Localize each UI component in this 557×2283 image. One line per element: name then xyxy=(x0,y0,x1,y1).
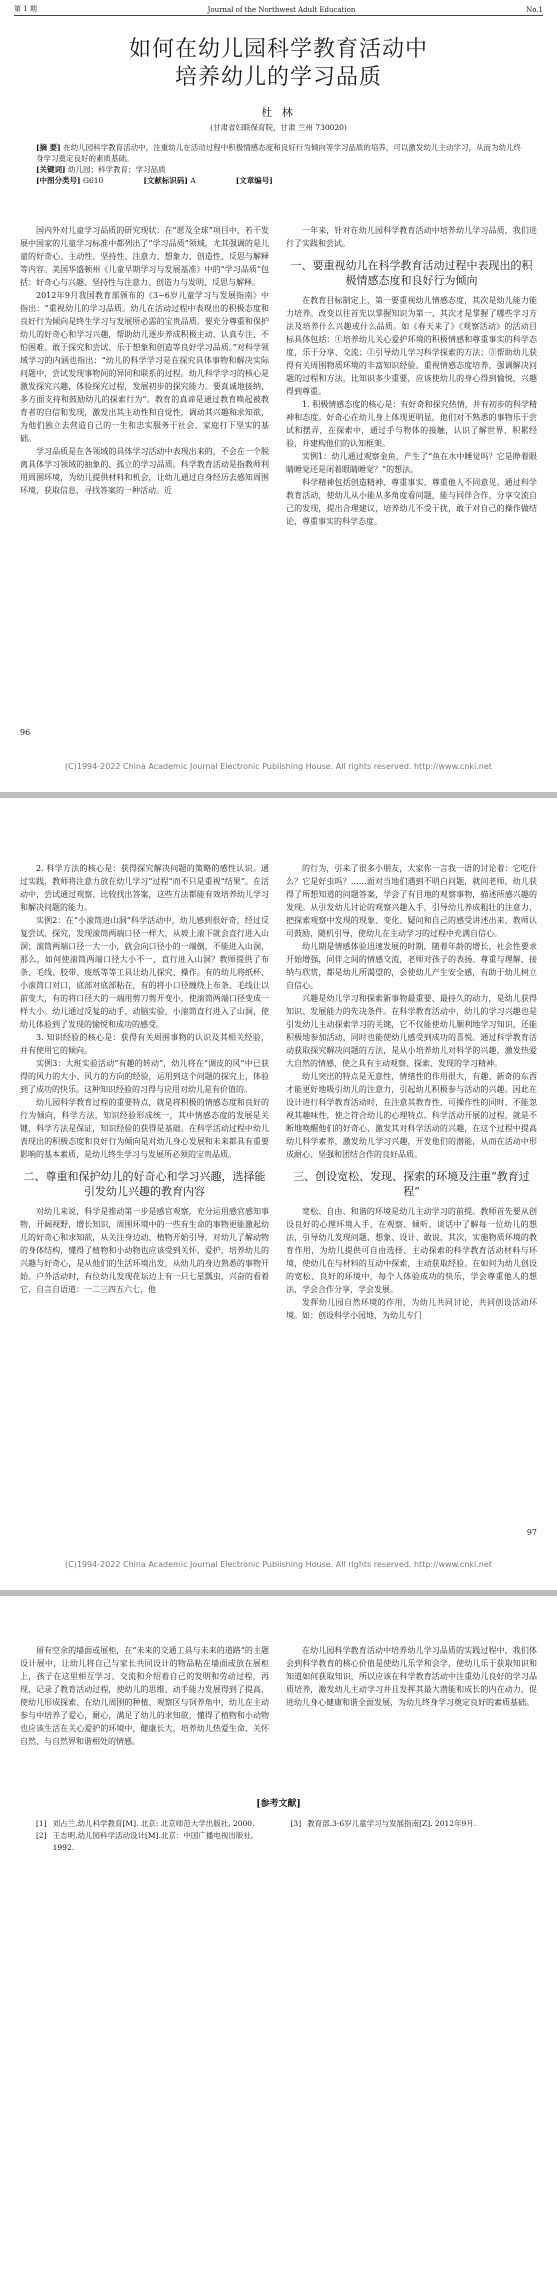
page2-left-column xyxy=(20,862,269,1514)
references-title: [参考文献] xyxy=(256,1799,301,1809)
section-heading-1: 一、要重视幼儿在科学教育活动过程中表现出的积极情感态度和良好行为倾向 xyxy=(290,259,533,287)
clc-number: [中图分类号] G610 xyxy=(36,176,104,185)
author-name: 杜 林 xyxy=(261,106,296,119)
reference-item: [1] 刘占兰.幼儿科学教育[M]. 北京: 北京师范大学出版社, 2000. xyxy=(36,1819,255,1828)
paragraph: 2012年9月我国教育部颁布的《3~6岁儿童学习与发展指南》中指出：“重视幼儿的学习品质。幼儿在活动过程中表现出的积极态度和良好行为倾向是终生学习与发展所必需的宝贵品质。要充分尊重和保护幼儿的好奇心和学习兴趣，帮助幼儿逐步养成积极主动、认真专注、不怕困难、敢于探究和尝试、乐于想象和创造等良好学习品质。”对科学领域学习的内涵也指出：“幼儿的科学学习是在探究具体事物和解决实际问题中，尝试发现事物间的异同和联系的过程。幼儿科学学习的核心是激发探究兴趣，体验探究过程，发展初步的探究能力。要真诚地接纳、多方面支持和鼓励幼儿的探索行为”。教育的真谛是通过教育唤起被教育者的自信和发现，激发出其主动性和自觉性，调动其兴趣和求知欲，为他们独立去营造自己的一生和忠实服务于社会、家庭打下坚实的基础。 xyxy=(20,291,269,443)
journal-name: Journal of the Northwest Adult Education xyxy=(207,6,356,14)
paragraph: 留有空余的墙面或展柜，在“未来的交通工具与未来的道路”的主题设计展中，让幼儿将自己与家长共同设计的物品粘在墙面或放在展柜上，孩子在这里相互学习、交流和介绍着自己的发明和劳动过程，再现、记录了教育活动过程，使幼儿的思维、动手能力发展得到了提高，使幼儿形成探索、在幼儿周围的种植、观察区与饲养角中，幼儿在主动参与中培养了爱心，耐心，满足了幼儿的求知欲，懂得了植物和小动物也应该生活在关心爱护的环境中，健康长大，培养幼儿热爱生命、关怀自然、与自然界和谐相处的情感。 xyxy=(20,1646,269,1746)
abstract-label: [摘 要] xyxy=(36,143,61,152)
page-3 xyxy=(0,1596,557,2283)
paragraph: 学习品质是在各领域的具体学习活动中表现出来的，不会在一个脱离具体学习领域的抽象的、孤立的学习品质。科学教育活动是指教师利用周围环境，为幼儿提供材料和机会，让幼儿通过自身经历去感知周围环境，获取信息，寻找答案的一种活动。近 xyxy=(20,447,269,495)
paragraph: 幼儿园科学教育过程的重要特点，就是将积极的情感态度和良好的行为倾向，科学方法，知识经验形成统一，其中情感态度的发展是关键，科学方法是保证，知识经验的获得是基础。在科学活动过程中幼儿表现出的积极态度和良好行为倾向是对幼儿身心发展和未来都具有重要影响的基本素质，是幼儿终生学习与发展所必须的宝贵品质。 xyxy=(20,1098,269,1159)
doc-code: [文献标识码] A xyxy=(143,176,196,185)
page1-right-column xyxy=(286,224,537,722)
running-head xyxy=(14,2,543,16)
article-title xyxy=(0,36,557,92)
issue-left: 第 1 期 xyxy=(14,5,37,13)
keywords-text: 幼儿园；科学教育；学习品质 xyxy=(68,165,166,174)
abstract xyxy=(36,142,521,164)
page3-left-column xyxy=(20,1644,269,1784)
paragraph: 一年来，针对在幼儿园科学教育活动中培养幼儿学习品质，我们进行了实践和尝试。 xyxy=(286,226,537,248)
page3-right-column xyxy=(286,1644,537,1784)
keywords xyxy=(36,164,521,175)
article-number-label: [文章编号] xyxy=(235,176,273,185)
abstract-block xyxy=(36,142,521,186)
paragraph: 的行为，引来了很多小朋友，大家你一言我一语的讨论着：它吃什么？它是好虫吗？……面对当地们遇到不明白问题，就问老师，幼儿获得了所想知道的问题答案，学会了有目地的观察事物，描述所感兴趣的发现。从引发幼儿讨论的观察兴趣入手，引导幼儿养成粗壮的注意力，把探索观察中发现的现象、变化、疑问和自己的感受讲述出来，教师认可鼓励，随机引导，使幼儿在主动学习的过程中充满自信心。 xyxy=(286,864,537,938)
paragraph: 实例3：大班实验活动“有趣的转动”，幼儿将在“调皮的风”中已获得的风力的大小、风力的方向的经验，运用到这个问题的探究上，体验到了成功的快乐。这种知识经验的习得与应用对幼儿是有价值的。 xyxy=(20,1059,269,1094)
keywords-label: [关键词] xyxy=(36,165,66,174)
classification-row xyxy=(36,175,521,186)
page-number: 97 xyxy=(526,1528,537,1537)
copyright-watermark: (C)1994-2022 China Academic Journal Electronic Publishing House. All rights reserved. http://www.cnki.net xyxy=(65,1560,492,1569)
paragraph: 在幼儿园科学教育活动中培养幼儿学习品质的实践过程中，我们体会到科学教育的核心价值是使幼儿乐学和会学，使幼儿乐于获取知识和知道如何获取知识，所以应该在科学教育活动中注重幼儿良好的学习品质培养，激发幼儿主动学习并且发挥其最大潜能和成长的内在动力，促进幼儿身心健康和谐全面发展，为幼儿终身学习奠定良好的素质基础。 xyxy=(286,1646,537,1707)
author-affiliation: (甘肃省妇联保育院，甘肃 兰州 730020) xyxy=(210,123,347,132)
section-heading-2: 二、尊重和保护幼儿的好奇心和学习兴趣，选择能引发幼儿兴趣的教育内容 xyxy=(23,1170,266,1198)
paragraph: 幼儿期是情感体验迅速发展的时期，随着年龄的增长，社会性要求开始增强，同伴之间的情感交流，老师对孩子的表扬、尊重与理解、接纳与欣赏，都是幼儿所渴望的，会使幼儿产生安全感，有助于幼儿树立自信心。 xyxy=(286,942,537,990)
paragraph: 幼儿突出的特点是无意性，情绪性的作用很大，有趣、新奇的东西才能更好地吸引幼儿的注意力，引起幼儿积极参与活动的兴趣。因此在设计进行科学教育活动时，在注意其教育性、可操作性的同时，不能忽视其趣味性，使之符合幼儿的心理特点。科学活动开展的过程，就是不断地唤醒他们的好奇心，激发其对科学活动的兴趣，在这个过程中提高幼儿科学素养，激发幼儿学习兴趣，开发他们的潜能，从而在活动中形成耐心、坚强和团结合作的良好品质。 xyxy=(286,1072,537,1159)
title-line-2: 培养幼儿的学习品质 xyxy=(174,65,382,90)
page-number: 96 xyxy=(20,728,31,737)
paragraph: 宽松、自由、和谐的环境是幼儿主动学习的前提。教师首先要从创设良好的心理环境入手，在观察、倾听、谈话中了解每一位幼儿的想法，引导幼儿发现问题，想象、设计、敢说，其次，实施物质环境的教育作用，为幼儿提供可自由选择、主动探索的科学教育活动材料与环境，使幼儿在与材料的互动中探索，主动获取经验。在如何为幼儿创设的宽松、良好的环境中，每个人体验成功的快乐，学会尊重他人的想法，学会合作分享，学会发展。 xyxy=(286,1207,537,1294)
references-list xyxy=(36,1818,521,1854)
page1-left-column xyxy=(20,224,269,722)
reference-item: [3] 教育部.3-6岁儿童学习与发展指南[Z]. 2012年9月. xyxy=(290,1819,477,1828)
paragraph: 在教育目标制定上，第一要重视幼儿情感态度，其次是幼儿能力能力培养。改变以往首先以掌握知识为第一、其次才是掌握了哪些学习方法及培养什么兴趣或什么品质。如《春天来了》《观察活动》的活动目标具体包括：①培养幼儿关心爱护环境的积极情感和尊重事实的科学态度，乐于分享、交流；②引导幼儿学习科学探索的方法；③帮助幼儿获得有关周围物质环境的丰富知识经验。重视情感态度培养，强调解决问题的过程和方法，比知识多少重要，应该使幼儿的身心得到愉悦，兴趣得到尊重。 xyxy=(286,296,537,396)
page-1 xyxy=(0,0,557,792)
paragraph: 兴趣是幼儿学习和探索新事物最重要、最持久的动力，是幼儿获得知识、发展能力的先决条件。在科学教育活动中，幼儿的学习兴趣也是引发幼儿主动探索学习的关键，它不仅能使幼儿顺利地学习知识，还能积极地参加活动，同时也能使幼儿感受到成功的喜悦。通过科学教育活动获取探究解决问题的方法，是从小培养幼儿对科学的兴趣，激发热爱大自然的情感，使之具有主动观察、探索、发现的学习精神。 xyxy=(286,994,537,1068)
issue-right: No.1 xyxy=(526,6,543,14)
paragraph: 实例1：幼儿通过观察金鱼，产生了“鱼在水中睡觉吗？它是睁着眼睛睡觉还是闭着眼睛睡觉？”的想法。 xyxy=(286,452,537,474)
paragraph: 科学精神包括创造精神、尊重事实、尊重他人不同意见。通过科学教育活动，使幼儿从小能从多角度看问题，能与同伴合作，分享交流自己的发现，提出合理建议，培养幼儿不受干扰，敢于对自己的操作做结论，尊重事实的科学态度。 xyxy=(286,478,537,526)
paragraph: 2. 科学方法的核心是：获得探究解决问题的策略的感性认识。通过实践，教师将注意力放在幼儿学习“过程”而不只是重视“结果”。在活动中，尝试通过观察、比较找出答案，这些方法都能有效培养幼儿学习和解决问题的能力。 xyxy=(20,864,269,912)
page-2 xyxy=(0,798,557,1590)
paragraph: 1. 积极情感态度的核心是：有好奇和探究热情，并有初步的科学精神和态度。好奇心在幼儿身上体现更明显，他们对不熟悉的事物乐于尝试和摆弄，在探索中，通过手与物体的接触，认识了解世界，积累经验，并建构他们的认知框架。 xyxy=(286,400,537,448)
paragraph: 实例2：在“小滚筒进山洞”科学活动中，幼儿感到很好奇，经过反复尝试、探究，发现滚筒两端口径一样大，从坡上滚下就会直行进入山洞；滚筒两端口径一大一小，就会向口径小的一端倒，不能进入山洞，那么，如何使滚筒两端口径大小不一，直行进入山洞？教师提供了布条、毛线、胶带、废纸等等工具让幼儿探究、操作。有的幼儿将纸杯、小滚筒口对口，底部对底部粘在，有的将小口径缠绕上布条、毛线让以前变大，有的将口径大的一端用剪刀剪开变小，使滚筒两端口径变成一样大小。幼儿通过反复的动手、动脑实验，小滚筒直行进入了山洞，使幼儿体验到了发现的愉悦和成功的感受。 xyxy=(20,916,269,1029)
paragraph: 3. 知识经验的核心是：获得有关周围事物的认识及其相关经验，并有使用它的倾向。 xyxy=(20,1033,269,1055)
page2-right-column xyxy=(286,862,537,1514)
reference-item: [2] 王志明.幼儿园科学活动设计[M].北京：中国广播电视出版社, 1992. xyxy=(36,1831,254,1852)
title-line-1: 如何在幼儿园科学教育活动中 xyxy=(128,37,428,62)
copyright-watermark: (C)1994-2022 China Academic Journal Electronic Publishing House. All rights reserved. http://www.cnki.net xyxy=(65,762,492,771)
paragraph: 国内外对儿童学习品质的研究现状：在“愿及全球”项目中，若干发展中国家的儿童学习标准中都列出了“学习品质”领域，尤其强调的是儿童的好奇心、主动性、坚持性、注意力、想象力、创造性、反思与解释等内容。美国华盛顿州《儿童早期学习与发展基准》中的“学习品质”包括：好奇心与兴趣、坚持性与注意力、创造力与发明、反思与解释。 xyxy=(20,226,269,287)
paragraph: 发挥幼儿园自然环境的作用，为幼儿共同讨论，共同创设活动环境。如：创设科学小园地，为幼儿专门 xyxy=(286,1298,537,1320)
paragraph: 对幼儿来说，科学是推动第一步是感官观察，充分运用感官感知事物，开阔视野，增长知识，周围环境中的一些有生命的事物更能激起幼儿的好奇心和求知欲，从关注身边动、植物开始引导，对幼儿了解动物的身体结构，懂得了植物和小动物也应该受到关怀、爱护，培养幼儿的兴趣与好奇心，是从他们的生活环境出发，从幼儿的身边熟悉的事物开始。户外活动时，有位幼儿发现花坛边上有一只七星瓢虫，兴奋的看着它，自言自语道：一二三四五六七，他 xyxy=(20,1207,269,1294)
abstract-text: 在幼儿园科学教育活动中，注重幼儿在活动过程中积极情感态度和良好行为倾向等学习品质的培养，可以激发幼儿主动学习，从而为幼儿终身学习奠定良好的素质基础。 xyxy=(36,143,521,163)
section-heading-3: 三、创设宽松、发现、探索的环境及注重“教育过程” xyxy=(293,1170,530,1198)
